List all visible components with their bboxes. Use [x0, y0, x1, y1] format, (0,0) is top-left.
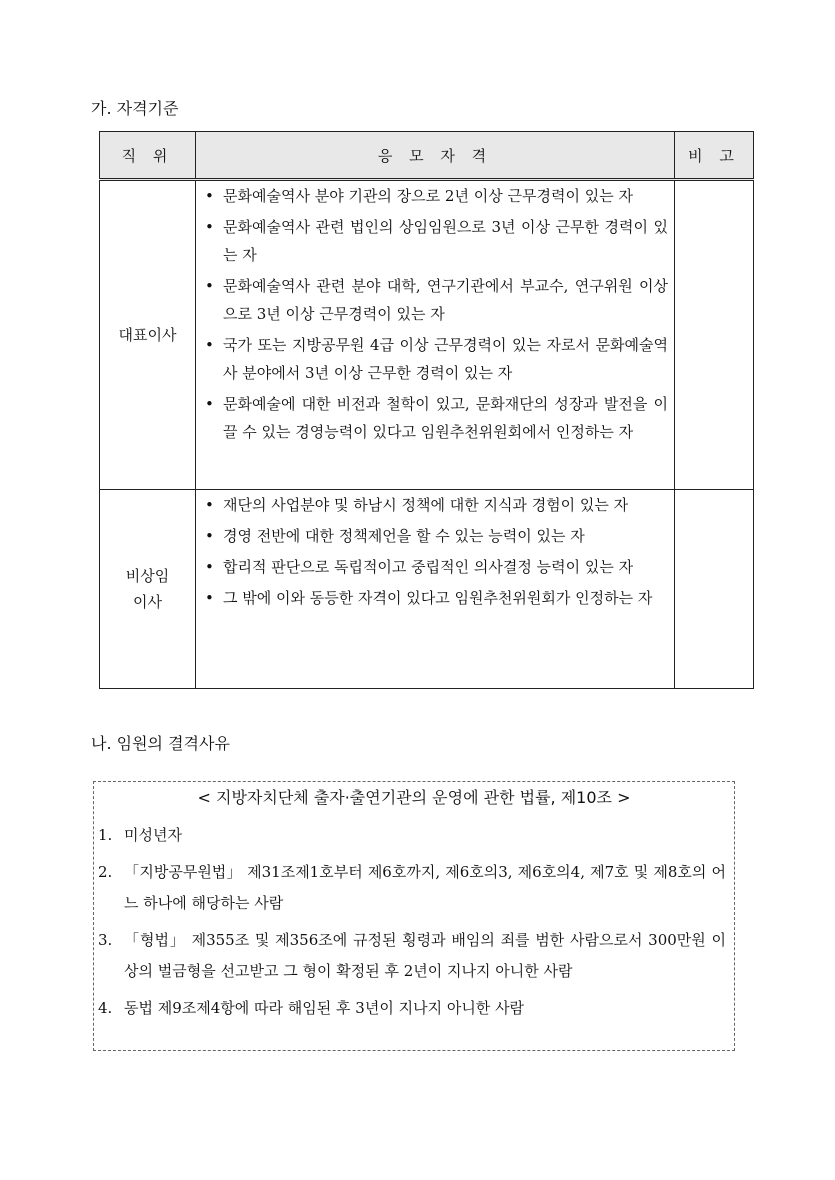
list-item: • 문화예술역사 분야 기관의 장으로 2년 이상 근무경력이 있는 자	[203, 182, 668, 210]
bullet-icon: •	[205, 336, 214, 354]
bullet-icon: •	[205, 187, 214, 205]
remarks-cell	[675, 180, 754, 490]
bullet-icon: •	[205, 218, 214, 236]
table-header-row	[100, 132, 754, 180]
list-item: 1. 미성년자	[98, 826, 182, 844]
section-b-heading: 나. 임원의 결격사유	[91, 734, 230, 753]
list-item: • 그 밖에 이와 동등한 자격이 있다고 임원추천위원회가 인정하는 자	[203, 584, 668, 612]
table-row	[100, 180, 754, 490]
remarks-cell	[675, 490, 754, 689]
table-row	[100, 490, 754, 689]
list-item: • 국가 또는 지방공무원 4급 이상 근무경력이 있는 자로서 문화예술역사 분야에서 3년 이상 근무한 경력이 있는 자	[203, 331, 668, 387]
list-item: • 합리적 판단으로 독립적이고 중립적인 의사결정 능력이 있는 자	[203, 553, 668, 581]
disqualification-box	[93, 781, 735, 1051]
list-item: 3. 「형법」 제355조 및 제356조에 규정된 횡령과 배임의 죄를 범한 사람으로서 300만원 이상의 벌금형을 선고받고 그 형이 확정된 후 2년이 지나지 아니한 사람	[98, 931, 726, 980]
qualification-table	[99, 131, 754, 689]
list-item: • 재단의 사업분야 및 하남시 정책에 대한 지식과 경험이 있는 자	[203, 491, 668, 519]
header-position: 직 위	[100, 132, 196, 180]
list-item: 2. 「지방공무원법」 제31조제1호부터 제6호까지, 제6호의3, 제6호의4, 제7호 및 제8호의 어느 하나에 해당하는 사람	[98, 863, 726, 912]
qualification-cell	[196, 490, 675, 689]
bullet-icon: •	[205, 589, 214, 607]
bullet-icon: •	[205, 395, 214, 413]
disqualification-list	[98, 820, 726, 1030]
list-item: • 문화예술역사 관련 분야 대학, 연구기관에서 부교수, 연구위원 이상으로 3년 이상 근무경력이 있는 자	[203, 272, 668, 328]
bullet-icon: •	[205, 277, 214, 295]
bullet-icon: •	[205, 558, 214, 576]
bullet-icon: •	[205, 527, 214, 545]
header-remarks: 비 고	[675, 132, 754, 180]
law-title: < 지방자치단체 출자·출연기관의 운영에 관한 법률, 제10조 >	[197, 788, 631, 807]
position-ceo: 대표이사	[100, 180, 196, 490]
header-qualification: 응 모 자 격	[196, 132, 675, 180]
qualification-cell	[196, 180, 675, 490]
list-item: • 문화예술에 대한 비전과 철학이 있고, 문화재단의 성장과 발전을 이끌 수 있는 경영능력이 있다고 임원추천위원회에서 인정하는 자	[203, 390, 668, 446]
section-a-heading: 가. 자격기준	[91, 99, 179, 118]
list-item: • 문화예술역사 관련 법인의 상임임원으로 3년 이상 근무한 경력이 있는 자	[203, 213, 668, 269]
list-item: • 경영 전반에 대한 정책제언을 할 수 있는 능력이 있는 자	[203, 522, 668, 550]
list-item: 4. 동법 제9조제4항에 따라 해임된 후 3년이 지나지 아니한 사람	[98, 999, 525, 1017]
bullet-icon: •	[205, 496, 214, 514]
position-nonstanding-director: 비상임 이사	[100, 490, 196, 689]
